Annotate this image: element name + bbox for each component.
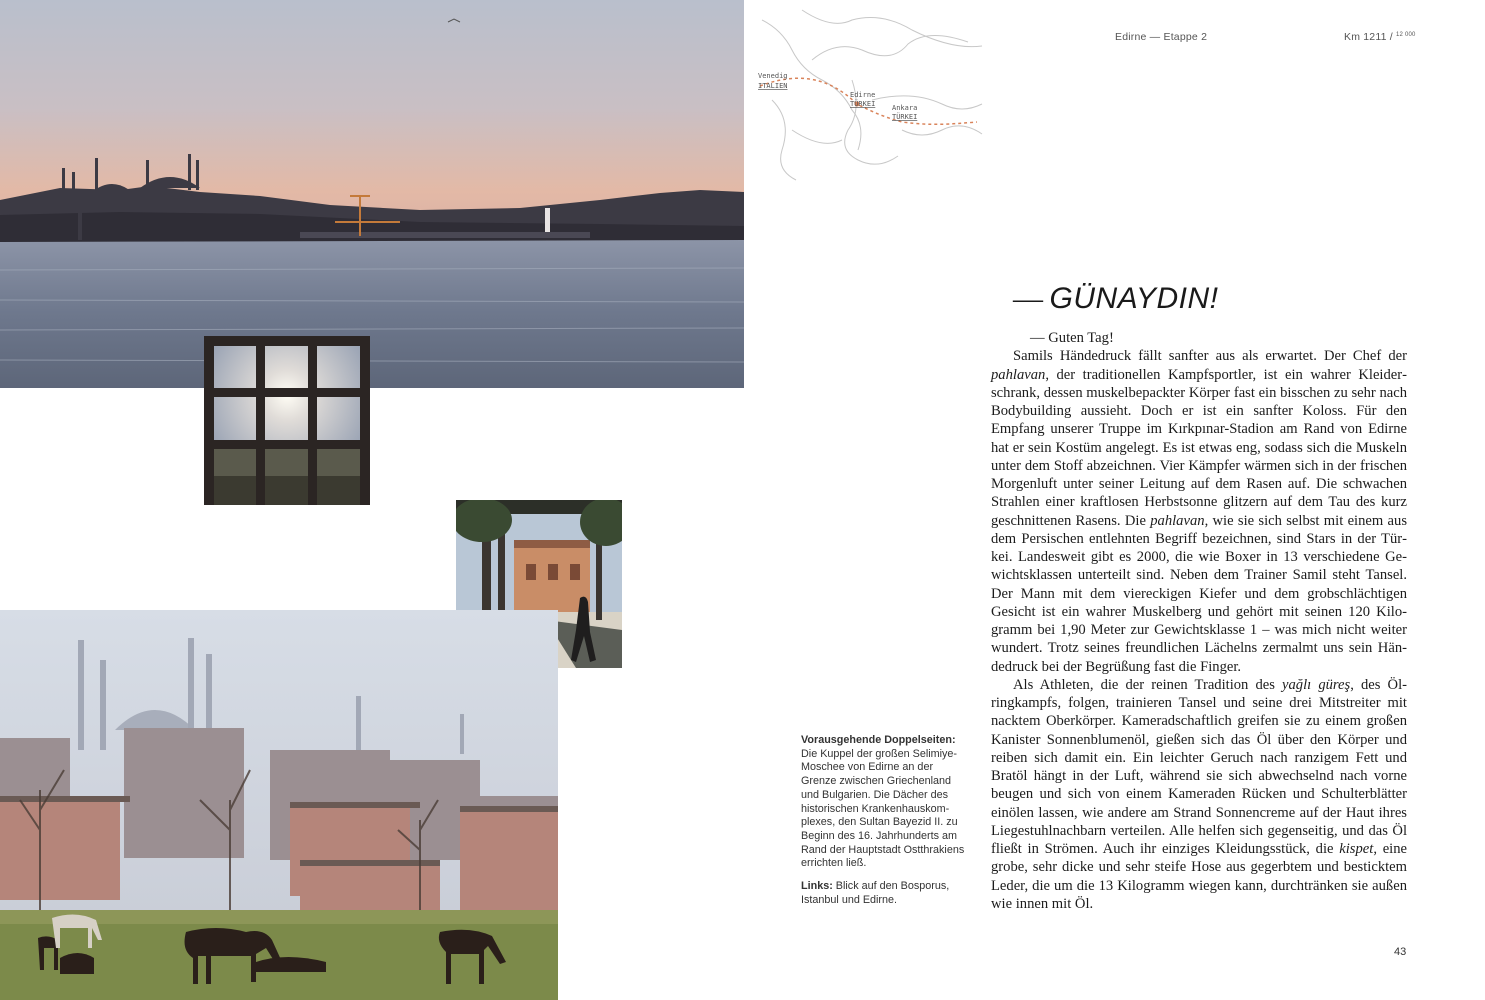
text-run: , wie sie sich selbst mit einem aus dem Persischen entlehnten Begriff bezeichnen, sind Stars in der Türkei. Landesweit gibt es 2000, die wie Boxer in 13 verschiedene Gewichtsklassen unterteilt sind. Neben dem Trainer Samil steht Tansel. Der Mann mit dem viereckigen Kiefer und dem grobschlächtigen Gesicht ist ein wahrer Muskelberg und gehört mit seinen 120 Kilogramm bei 1,90 Meter zur Gewichtsklasse 1 – was mich nicht weiter wundert. Trotz seines freundlichen Lächelns zermalmt uns sein Händedruck bei der Begrüßung fast die Finger. bbox=[991, 512, 1407, 675]
map-label-ankara-country: TÜRKEI bbox=[892, 113, 918, 121]
caption-text: Die Kuppel der großen Selimiye-Moschee von Edirne an der Grenze zwischen Griechenland und Bulgarien. Die Dächer des historischen Krankenhauskomplexes, den Sultan Bayezid II. zu Beginn des 16. Jahrhunderts am Rand der Hauptstadt Ostthrakiens errichten ließ. bbox=[801, 747, 965, 870]
caption-previous-spreads bbox=[801, 734, 969, 871]
photo-bosporus-istanbul bbox=[0, 0, 744, 388]
route-map bbox=[752, 0, 987, 200]
article-greeting: — Guten Tag! bbox=[1030, 330, 1114, 346]
running-head-section: Edirne — Etappe 2 bbox=[1115, 31, 1208, 43]
map-label-edirne-country: TÜRKEI bbox=[850, 100, 876, 108]
article-headline bbox=[1013, 282, 1218, 316]
km-total: 12 000 bbox=[1396, 32, 1416, 38]
italic-term: kispet bbox=[1339, 841, 1374, 857]
map-label-ankara: Ankara bbox=[892, 104, 918, 112]
article-body bbox=[991, 329, 1407, 913]
map-label-venice-country: ITALIEN bbox=[758, 82, 788, 90]
caption-text: Blick auf den Bosporus, Istanbul und Edirne. bbox=[801, 880, 950, 906]
map-label-edirne: Edirne bbox=[850, 91, 876, 99]
page-number: 43 bbox=[1394, 946, 1407, 958]
italic-term: yağlı güreş bbox=[1282, 676, 1351, 693]
caption-left bbox=[801, 880, 969, 907]
caption-label: Links: bbox=[801, 880, 833, 893]
running-head-km bbox=[1344, 31, 1416, 43]
map-label-venice: Venedig bbox=[758, 72, 788, 80]
text-run: , des Ölringkampfs, folgen, trainieren Tansel und seine drei Mitstreiter mit nacktem Oberkörper. Kameradschaftlich greifen sie zu einem großen Kanister Sonnenblumenöl, gießen sich das Öl über den Körper und reiben sich damit ein. Ein leichter Geruch nach ranzigem Fett und Bratöl hängt in der Luft, während sie sich abwechselnd nach vorne beugen und sich von einem Kameraden Rücken und Schulterblätter einölen lassen, wie andere am Strand Sonnencreme auf der Haut ihres Liegestuhlnachbarn verteilen. Alle helfen sich gegenseitig, und das Öl fließt in Strömen. Auch ihr einziges Kleidungsstück, die bbox=[991, 676, 1408, 857]
photo-caption bbox=[801, 734, 969, 916]
photo-edirne-horses bbox=[0, 610, 558, 1000]
photo-window-grate bbox=[204, 336, 370, 505]
km-value: Km 1211 / bbox=[1344, 31, 1396, 43]
article-paragraph-2 bbox=[991, 676, 1407, 913]
article-paragraph-1 bbox=[991, 347, 1407, 676]
headline-text: GÜNAYDIN! bbox=[1049, 282, 1219, 315]
text-run: Als Athleten, die der reinen Tradition des bbox=[1013, 676, 1283, 693]
caption-label: Vorausgehende Doppelseiten: bbox=[801, 734, 956, 746]
text-run: Samils Händedruck fällt sanfter aus als erwartet. Der Chef der bbox=[1013, 348, 1407, 365]
text-run: , eine grobe, sehr dicke und sehr steife Hose aus gegerbtem und besticktem Leder, die um die 13 Kilogramm wiegen kann, durchtränken sie außen wie innen mit Öl. bbox=[991, 841, 1408, 912]
italic-term: pahlavan bbox=[991, 366, 1046, 383]
text-run: , der traditionellen Kampfsportler, ist ein wahrer Kleiderschrank, dessen muskelbepackter Körper fast ein bisschen zu sehr nach Bodybuilding aussieht. Doch er ist ein sanfter Koloss. Für den Empfang unserer Truppe im Kırkpınar-Stadion am Rand von Edirne hat er sein Kostüm angelegt. Es ist etwas eng, sodass sich die Muskeln unter dem Stoff abzeichnen. Vier Kämpfer wärmen sich in der frischen Morgenluft unter seiner Leitung auf dem Rasen auf. Die schwachen Strahlen einer kraftlosen Herbstsonne glitzern auf dem Tau des kurz geschnittenen Rasens. Die bbox=[991, 366, 1407, 529]
italic-term: pahlavan bbox=[1150, 512, 1205, 529]
headline-dash: — bbox=[1013, 282, 1044, 315]
